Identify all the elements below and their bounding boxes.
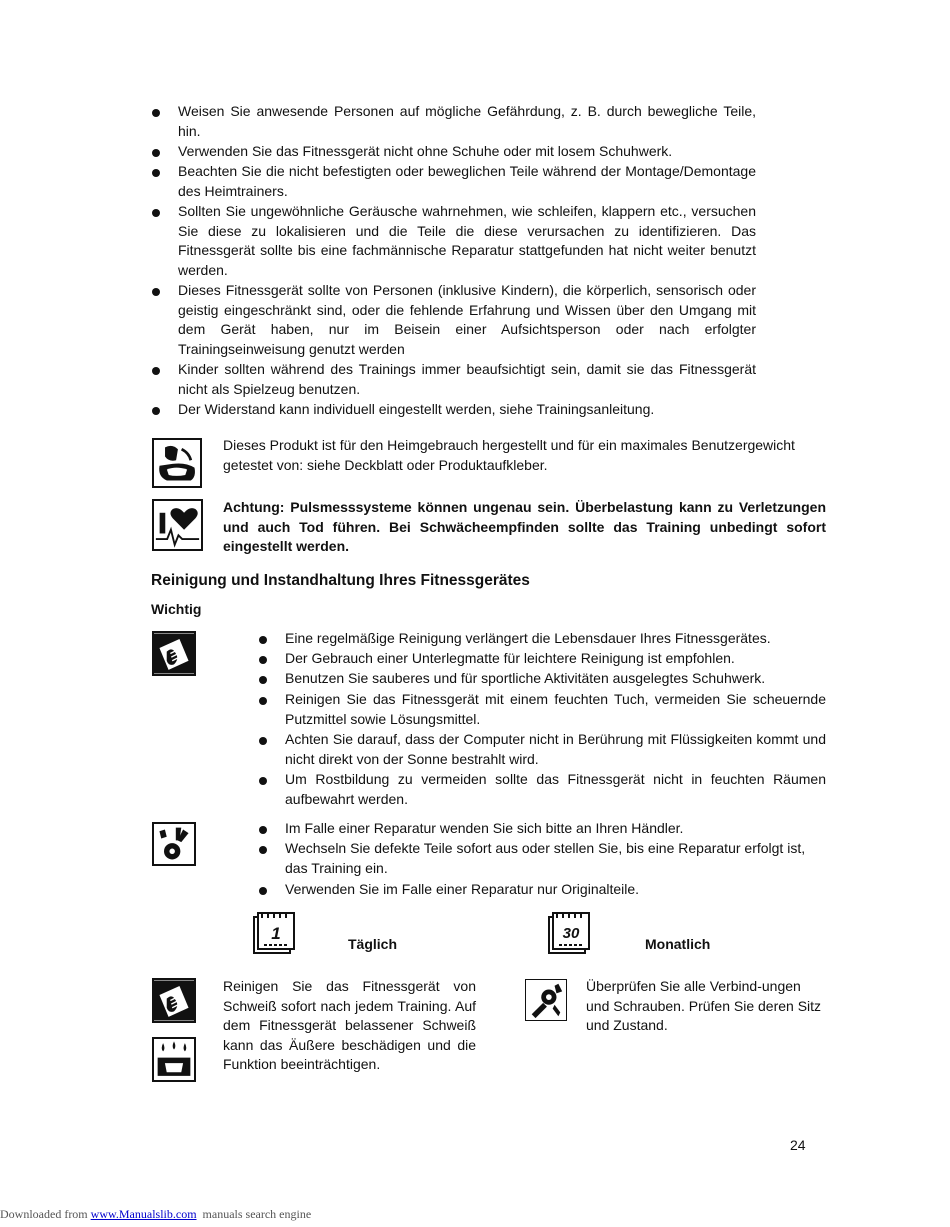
list-item: Beachten Sie die nicht befestigten oder beweglichen Teile während der Montage/Demontage des Heimtrainers. (178, 163, 756, 199)
list-item: Weisen Sie anwesende Personen auf mögliche Gefährdung, z. B. durch bewegliche Teile, hin. (178, 103, 756, 139)
bullet (259, 636, 267, 644)
weight-scale-icon (152, 438, 202, 488)
bullet (259, 826, 267, 834)
list-item: Um Rostbildung zu vermeiden sollte das Fitnessgerät nicht in feuchten Räumen aufbewahrt werden. (285, 771, 826, 807)
footer-prefix: Downloaded from (0, 1207, 88, 1221)
bullet (259, 656, 267, 664)
calendar-monthly-icon (547, 911, 591, 956)
list-item: Benutzen Sie sauberes und für sportliche Aktivitäten ausgelegtes Schuhwerk. (285, 670, 766, 686)
monthly-text: Überprüfen Sie alle Verbind-ungen und Schrauben. Prüfen Sie deren Sitz und Zustand. (586, 978, 822, 1034)
repair-tools-icon (152, 822, 196, 866)
footer-suffix: manuals search engine (202, 1207, 312, 1221)
bullet (259, 846, 267, 854)
cleaning-cloth-icon (152, 631, 196, 676)
list-item: Sollten Sie ungewöhnliche Geräusche wahrnehmen, wie schleifen, klappern etc., versuchen Sie diese zu lokalisieren und die Teile die diese verursachen zu identifizieren. Das Fitnessgerät sollte bis eine fachmännische Reparatur stattgefunden hat nicht weiter benutzt werden. (178, 203, 756, 278)
list-item: Der Gebrauch einer Unterlegmatte für leichtere Reinigung ist empfohlen. (285, 650, 735, 666)
heart-pulse-icon (152, 499, 203, 551)
section-subheading: Wichtig (151, 601, 202, 617)
bullet (152, 288, 160, 296)
list-item: Eine regelmäßige Reinigung verlängert die Lebensdauer Ihres Fitnessgerätes. (285, 630, 771, 646)
list-item: Der Widerstand kann individuell eingestellt werden, siehe Trainingsanleitung. (178, 401, 655, 417)
sweat-drops-icon (152, 1037, 196, 1082)
calendar-number: 30 (562, 925, 580, 942)
pulse-warning: Achtung: Pulsmesssysteme können ungenau sein. Überbelastung kann zu Verletzungen und auch Tod führen. Bei Schwächeempfinden sollte das Training unbedingt sofort eingestellt werden. (223, 499, 826, 555)
download-footer (0, 1205, 311, 1225)
home-use-notice: Dieses Produkt ist für den Heimgebrauch hergestellt und für ein maximales Benutzergewicht getestet von: siehe Deckblatt oder Produktaufkleber. (223, 437, 795, 473)
daily-text: Reinigen Sie das Fitnessgerät von Schweiß sofort nach jedem Training. Auf dem Fitnessgerät belassener Schweiß kann das Äußere beschädigen und die Funktion beeinträchtigen. (223, 978, 476, 1073)
list-item: Reinigen Sie das Fitnessgerät mit einem feuchten Tuch, vermeiden Sie scheuernde Putzmittel sowie Lösungsmittel. (285, 691, 826, 727)
bullet (259, 676, 267, 684)
list-item: Im Falle einer Reparatur wenden Sie sich bitte an Ihren Händler. (285, 820, 684, 836)
daily-label: Täglich (348, 936, 398, 952)
bullet (152, 367, 160, 375)
list-item: Dieses Fitnessgerät sollte von Personen (inklusive Kindern), die körperlich, sensorisch oder geistig eingeschränkt sind, oder die fehlende Erfahrung und Wissen über den Umgang mit dem Gerät haben, nur im Beisein einer Aufsichtsperson oder nach erfolgter Trainingseinweisung genutzt werden (178, 282, 756, 357)
calendar-number: 1 (271, 924, 281, 943)
list-item: Verwenden Sie das Fitnessgerät nicht ohne Schuhe oder mit losem Schuhwerk. (178, 143, 673, 159)
footer-link[interactable]: www.Manualslib.com (90, 1207, 197, 1221)
calendar-daily-icon (252, 911, 296, 956)
list-item: Wechseln Sie defekte Teile sofort aus oder stellen Sie, bis eine Reparatur erfolgt ist, das Training ein. (285, 840, 806, 876)
bullet (152, 169, 160, 177)
page-number: 24 (790, 1137, 806, 1153)
list-item: Kinder sollten während des Trainings immer beaufsichtigt sein, damit sie das Fitnessgerät nicht als Spielzeug benutzen. (178, 361, 756, 397)
bullet (152, 109, 160, 117)
bullet (259, 697, 267, 705)
section-heading: Reinigung und Instandhaltung Ihres Fitnessgerätes (151, 572, 530, 589)
list-item: Verwenden Sie im Falle einer Reparatur nur Originalteile. (285, 881, 640, 897)
bullet (152, 407, 160, 415)
bullet (259, 887, 267, 895)
bullet (259, 777, 267, 785)
bullet (152, 209, 160, 217)
wrench-check-icon (525, 979, 567, 1021)
bullet (152, 149, 160, 157)
bullet (259, 737, 267, 745)
monthly-label: Monatlich (645, 936, 711, 952)
list-item: Achten Sie darauf, dass der Computer nicht in Berührung mit Flüssigkeiten kommt und nicht direkt von der Sonne bestrahlt wird. (285, 731, 826, 767)
cleaning-cloth-icon (152, 978, 196, 1023)
